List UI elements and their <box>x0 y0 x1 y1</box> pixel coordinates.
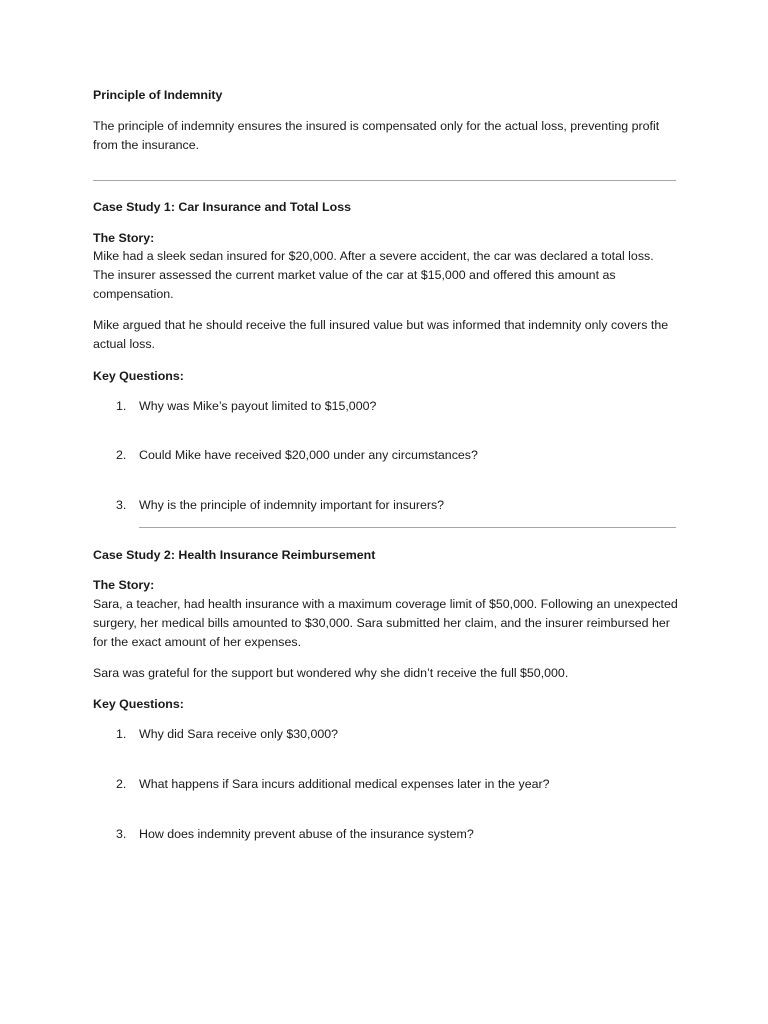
case2-story-paragraph-2: Sara was grateful for the support but wondered why she didn’t receive the full $50,000. <box>93 666 569 680</box>
case2-story-paragraph-1: Sara, a teacher, had health insurance with a maximum coverage limit of $50,000. Following an unexpected surgery, her medical bills amounted to $30,000. Sara submitted her claim, and the insurer reimbursed her for the exact amount of her expenses. <box>93 597 678 650</box>
case2-questions-label: Key Questions: <box>93 697 184 711</box>
case1-story-label: The Story: <box>93 231 155 245</box>
section-divider <box>139 527 676 528</box>
case2-question-2 <box>116 775 676 794</box>
question-text: Could Mike have received $20,000 under any circumstances? <box>139 448 478 462</box>
case2-story-label: The Story: <box>93 578 155 592</box>
intro-paragraph: The principle of indemnity ensures the insured is compensated only for the actual loss, preventing profit from the insurance. <box>93 119 660 153</box>
question-number: 2. <box>116 777 127 791</box>
question-text: Why was Mike’s payout limited to $15,000? <box>139 399 377 413</box>
case1-heading: Case Study 1: Car Insurance and Total Loss <box>93 200 351 214</box>
question-number: 3. <box>116 498 127 512</box>
case1-story-paragraph-2: Mike argued that he should receive the full insured value but was informed that indemnity only covers the actual loss. <box>93 318 669 352</box>
case1-question-1 <box>116 397 676 416</box>
question-text: Why is the principle of indemnity important for insurers? <box>139 498 445 512</box>
case1-question-2 <box>116 446 676 465</box>
case1-question-3 <box>116 496 676 515</box>
question-number: 1. <box>116 727 127 741</box>
question-text: Why did Sara receive only $30,000? <box>139 727 339 741</box>
case2-heading: Case Study 2: Health Insurance Reimbursement <box>93 548 376 562</box>
question-text: What happens if Sara incurs additional medical expenses later in the year? <box>139 777 550 791</box>
question-number: 3. <box>116 827 127 841</box>
question-number: 2. <box>116 448 127 462</box>
section-divider <box>93 180 676 181</box>
case2-question-3 <box>116 825 676 844</box>
question-text: How does indemnity prevent abuse of the insurance system? <box>139 827 474 841</box>
case2-question-1 <box>116 725 676 744</box>
case1-story-paragraph-1: Mike had a sleek sedan insured for $20,000. After a severe accident, the car was declared a total loss. The insurer assessed the current market value of the car at $15,000 and offered this amount as compensation. <box>93 249 654 302</box>
document-title: Principle of Indemnity <box>93 88 223 102</box>
question-number: 1. <box>116 399 127 413</box>
case1-questions-label: Key Questions: <box>93 369 184 383</box>
